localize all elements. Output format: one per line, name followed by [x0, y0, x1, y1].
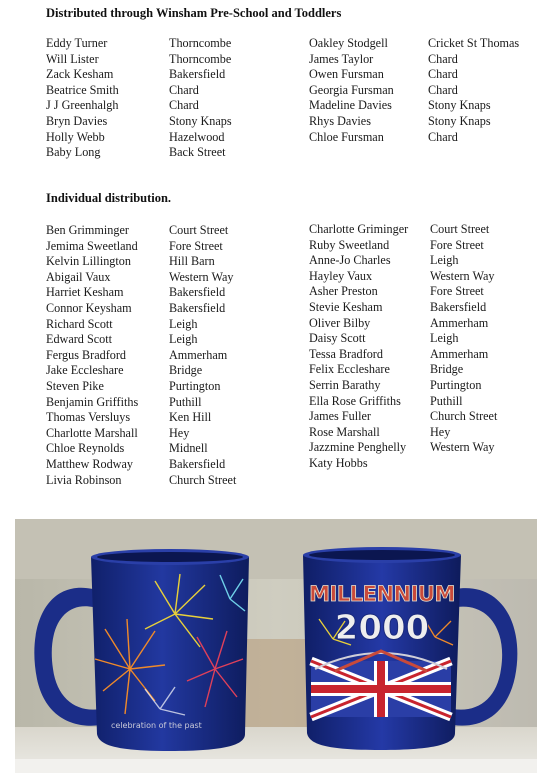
person-name: Owen Fursman [309, 67, 384, 82]
place-name: Western Way [430, 268, 495, 283]
place-name: Leigh [169, 316, 198, 331]
place-name: Chard [169, 82, 199, 97]
person-name: J J Greenhalgh [46, 98, 119, 113]
place-name: Hey [430, 424, 451, 439]
right-mug-word: MILLENNIUM [309, 582, 455, 606]
place-name: Hill Barn [169, 254, 215, 269]
person-name: Will Lister [46, 51, 99, 66]
place-name: Ammerham [169, 347, 228, 362]
place-name [430, 456, 497, 472]
person-name: Benjamin Griffiths [46, 394, 139, 409]
person-name: James Taylor [309, 51, 374, 66]
millennium-mugs-photo [15, 519, 537, 773]
section-heading-individual: Individual distribution. [46, 191, 172, 205]
place-name: Puthill [169, 394, 202, 409]
person-name: Fergus Bradford [46, 347, 126, 362]
person-name: Thomas Versluys [46, 410, 131, 425]
place-name: Bakersfield [430, 299, 487, 314]
place-name: Ammerham [430, 346, 489, 361]
place-name: Chard [428, 67, 458, 82]
person-name: Jemima Sweetland [46, 238, 138, 253]
individual-places-left [169, 223, 236, 488]
place-name: Puthill [430, 393, 463, 408]
preschool-places-right [428, 36, 519, 145]
person-name: Richard Scott [46, 316, 113, 331]
place-name: Leigh [169, 332, 198, 347]
person-name: Serrin Barathy [309, 377, 381, 392]
place-name: Church Street [430, 409, 498, 424]
individual-names-left [46, 223, 138, 488]
place-name: Bakersfield [169, 285, 226, 300]
place-name: Bakersfield [169, 456, 226, 471]
person-name: Ella Rose Griffiths [309, 393, 401, 408]
preschool-names-left [46, 36, 119, 161]
place-name: Chard [428, 129, 458, 144]
place-name: Ken Hill [169, 410, 212, 425]
preschool-places-left [169, 36, 232, 161]
person-name: Stevie Kesham [309, 299, 383, 314]
place-name: Cricket St Thomas [428, 36, 520, 50]
individual-names-right [309, 222, 408, 472]
person-name: Asher Preston [309, 284, 378, 299]
individual-places-right [430, 222, 497, 472]
place-name: Chard [428, 82, 458, 97]
person-name: Georgia Fursman [309, 82, 394, 97]
person-name: Steven Pike [46, 378, 104, 393]
place-name: Thorncombe [169, 51, 232, 66]
right-mug-year: 2000 [334, 608, 430, 648]
person-name: Holly Webb [46, 129, 105, 144]
person-name: Tessa Bradford [309, 346, 383, 361]
section-heading-preschool: Distributed through Winsham Pre-School and Toddlers [46, 6, 342, 20]
person-name: Eddy Turner [46, 36, 108, 50]
place-name: Bridge [169, 363, 203, 378]
place-name: Purtington [430, 377, 482, 392]
place-name: Court Street [169, 223, 229, 237]
person-name: Anne-Jo Charles [309, 253, 391, 268]
person-name: Bryn Davies [46, 113, 108, 128]
place-name: Thorncombe [169, 36, 232, 50]
person-name: Oakley Stodgell [309, 36, 388, 50]
person-name: Daisy Scott [309, 331, 366, 346]
preschool-names-right [309, 36, 394, 145]
person-name: Beatrice Smith [46, 82, 119, 97]
place-name: Bakersfield [169, 300, 226, 315]
place-name: Church Street [169, 472, 237, 487]
person-name: Connor Keysham [46, 300, 132, 315]
person-name: Ruby Sweetland [309, 237, 390, 252]
place-name: Bridge [430, 362, 464, 377]
person-name: Hayley Vaux [309, 268, 373, 283]
person-name: Chloe Reynolds [46, 441, 125, 456]
place-name: Western Way [430, 440, 495, 455]
person-name: Livia Robinson [46, 472, 122, 487]
person-name: Rhys Davies [309, 113, 371, 128]
person-name: Jake Eccleshare [46, 363, 124, 378]
person-name: Ben Grimminger [46, 223, 129, 237]
place-name: Stony Knaps [428, 113, 491, 128]
person-name: Matthew Rodway [46, 456, 133, 471]
place-name: Purtington [169, 378, 221, 393]
place-name: Fore Street [169, 238, 223, 253]
place-name: Fore Street [430, 237, 484, 252]
person-name: Charlotte Marshall [46, 425, 138, 440]
person-name: Madeline Davies [309, 98, 392, 113]
person-name: Felix Eccleshare [309, 362, 390, 377]
person-name: Abigail Vaux [46, 269, 111, 284]
place-name: Leigh [430, 331, 459, 346]
place-name: Stony Knaps [428, 98, 491, 113]
place-name: Leigh [430, 253, 459, 268]
place-name: Fore Street [430, 284, 484, 299]
place-name: Hazelwood [169, 129, 225, 144]
place-name: Back Street [169, 145, 226, 160]
left-mug-inscription: celebration of the past [111, 721, 202, 730]
person-name: Charlotte Griminger [309, 222, 409, 236]
person-name: Harriet Kesham [46, 285, 124, 300]
place-name: Hey [169, 425, 190, 440]
person-name: Jazzmine Penghelly [309, 440, 407, 455]
place-name: Western Way [169, 269, 234, 284]
person-name: Katy Hobbs [309, 455, 368, 470]
place-name: Stony Knaps [169, 113, 232, 128]
place-name: Midnell [169, 441, 208, 456]
place-name: Chard [169, 98, 199, 113]
place-name: Ammerham [430, 315, 489, 330]
place-name: Bakersfield [169, 67, 226, 82]
person-name: Baby Long [46, 145, 101, 160]
place-name: Chard [428, 51, 458, 66]
person-name: Oliver Bilby [309, 315, 371, 330]
place-name: Court Street [430, 222, 490, 236]
person-name: Zack Kesham [46, 67, 114, 82]
person-name: Chloe Fursman [309, 129, 384, 144]
person-name: Edward Scott [46, 332, 113, 347]
person-name: Kelvin Lillington [46, 254, 131, 269]
person-name: Rose Marshall [309, 424, 380, 439]
person-name: James Fuller [309, 409, 371, 424]
